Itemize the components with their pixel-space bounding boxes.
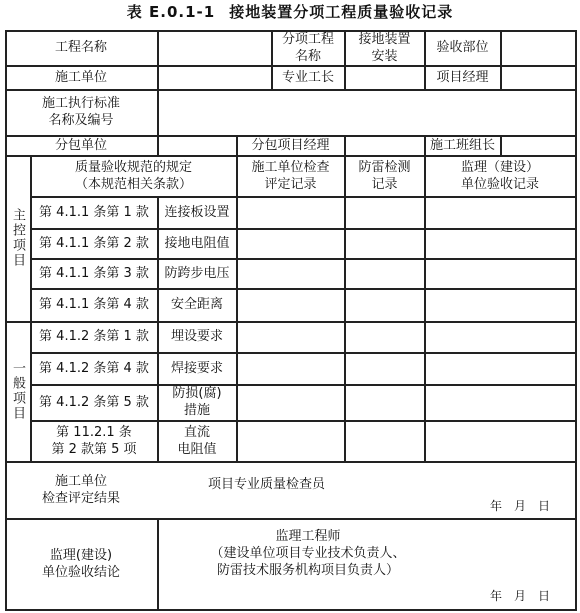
subcontract-pm-field[interactable] — [345, 136, 423, 154]
supervision-column-header: 监理（建设） 单位验收记录 — [460, 159, 539, 192]
acceptance-part-label: 验收部位 — [436, 40, 489, 55]
main-control-group-label: 主控项目 — [10, 208, 25, 268]
supervisor-signature-block: 监理工程师 （建设单位项目专业技术负责人、 防雷技术服务机构项目负责人） — [210, 528, 406, 578]
spec-column-header: 质量验收规范的规定 （本规范相关条款） — [74, 159, 192, 192]
general-item: 防损(腐) 措施 — [172, 386, 222, 418]
table-border-bottom — [5, 609, 577, 611]
main-control-clause: 第 4.1.1 条第 4 款 — [39, 297, 149, 312]
form-title-text: 接地装置分项工程质量验收记录 — [229, 3, 454, 21]
general-clause: 第 4.1.2 条第 5 款 — [39, 394, 149, 410]
acceptance-part-field[interactable] — [501, 31, 575, 64]
main-control-item: 连接板设置 — [164, 204, 230, 220]
construction-unit-field[interactable] — [158, 66, 270, 88]
team-leader-label: 施工班组长 — [429, 137, 495, 153]
subcontract-unit-field[interactable] — [158, 136, 235, 154]
lightning-test-column-header: 防雷检测 记录 — [358, 159, 411, 192]
col-divider — [344, 155, 346, 461]
general-clause: 第 4.1.2 条第 4 款 — [39, 360, 149, 376]
col-divider — [424, 155, 426, 461]
project-name-label: 工程名称 — [54, 40, 107, 55]
professional-foreman-field[interactable] — [345, 66, 423, 88]
main-control-clause: 第 4.1.1 条第 2 款 — [39, 235, 149, 251]
supervision-conclusion-label: 监理(建设) 单位验收结论 — [41, 547, 120, 580]
subitem-name-value: 接地装置 安装 — [358, 31, 411, 64]
main-control-clause: 第 4.1.1 条第 3 款 — [39, 265, 149, 281]
team-leader-field[interactable] — [501, 136, 575, 154]
construction-result-label: 施工单位 检查评定结果 — [41, 473, 120, 506]
project-name-field[interactable] — [158, 31, 270, 64]
subcontract-pm-label: 分包项目经理 — [251, 137, 330, 153]
general-clause: 第 11.2.1 条 第 2 款第 5 项 — [51, 424, 137, 457]
general-item: 焊接要求 — [170, 360, 223, 376]
general-group-label: 一般项目 — [10, 361, 25, 421]
main-control-item: 防跨步电压 — [164, 265, 230, 281]
main-control-clause: 第 4.1.1 条第 1 款 — [39, 204, 149, 220]
form-code: 表 E.0.1-1 — [126, 3, 216, 21]
quality-inspector-label: 项目专业质量检查员 — [208, 476, 326, 492]
general-item: 埋设要求 — [170, 329, 223, 344]
construction-check-column-header: 施工单位检查 评定记录 — [251, 159, 330, 192]
standard-label: 施工执行标准 名称及编号 — [41, 96, 120, 128]
general-clause: 第 4.1.2 条第 1 款 — [39, 329, 149, 344]
date-line-1: 年 月 日 — [489, 498, 550, 513]
col-divider — [236, 155, 238, 461]
main-control-item: 接地电阻值 — [164, 235, 230, 251]
professional-foreman-label: 专业工长 — [281, 69, 334, 85]
date-line-2: 年 月 日 — [489, 588, 550, 603]
construction-unit-label: 施工单位 — [54, 69, 107, 85]
main-control-item: 安全距离 — [170, 297, 223, 312]
project-manager-field[interactable] — [501, 66, 575, 88]
standard-field[interactable] — [158, 90, 575, 134]
subcontract-unit-label: 分包单位 — [54, 137, 107, 153]
project-manager-label: 项目经理 — [436, 69, 489, 85]
subitem-name-label: 分项工程 名称 — [281, 31, 334, 64]
general-item: 直流 电阻值 — [177, 424, 217, 457]
